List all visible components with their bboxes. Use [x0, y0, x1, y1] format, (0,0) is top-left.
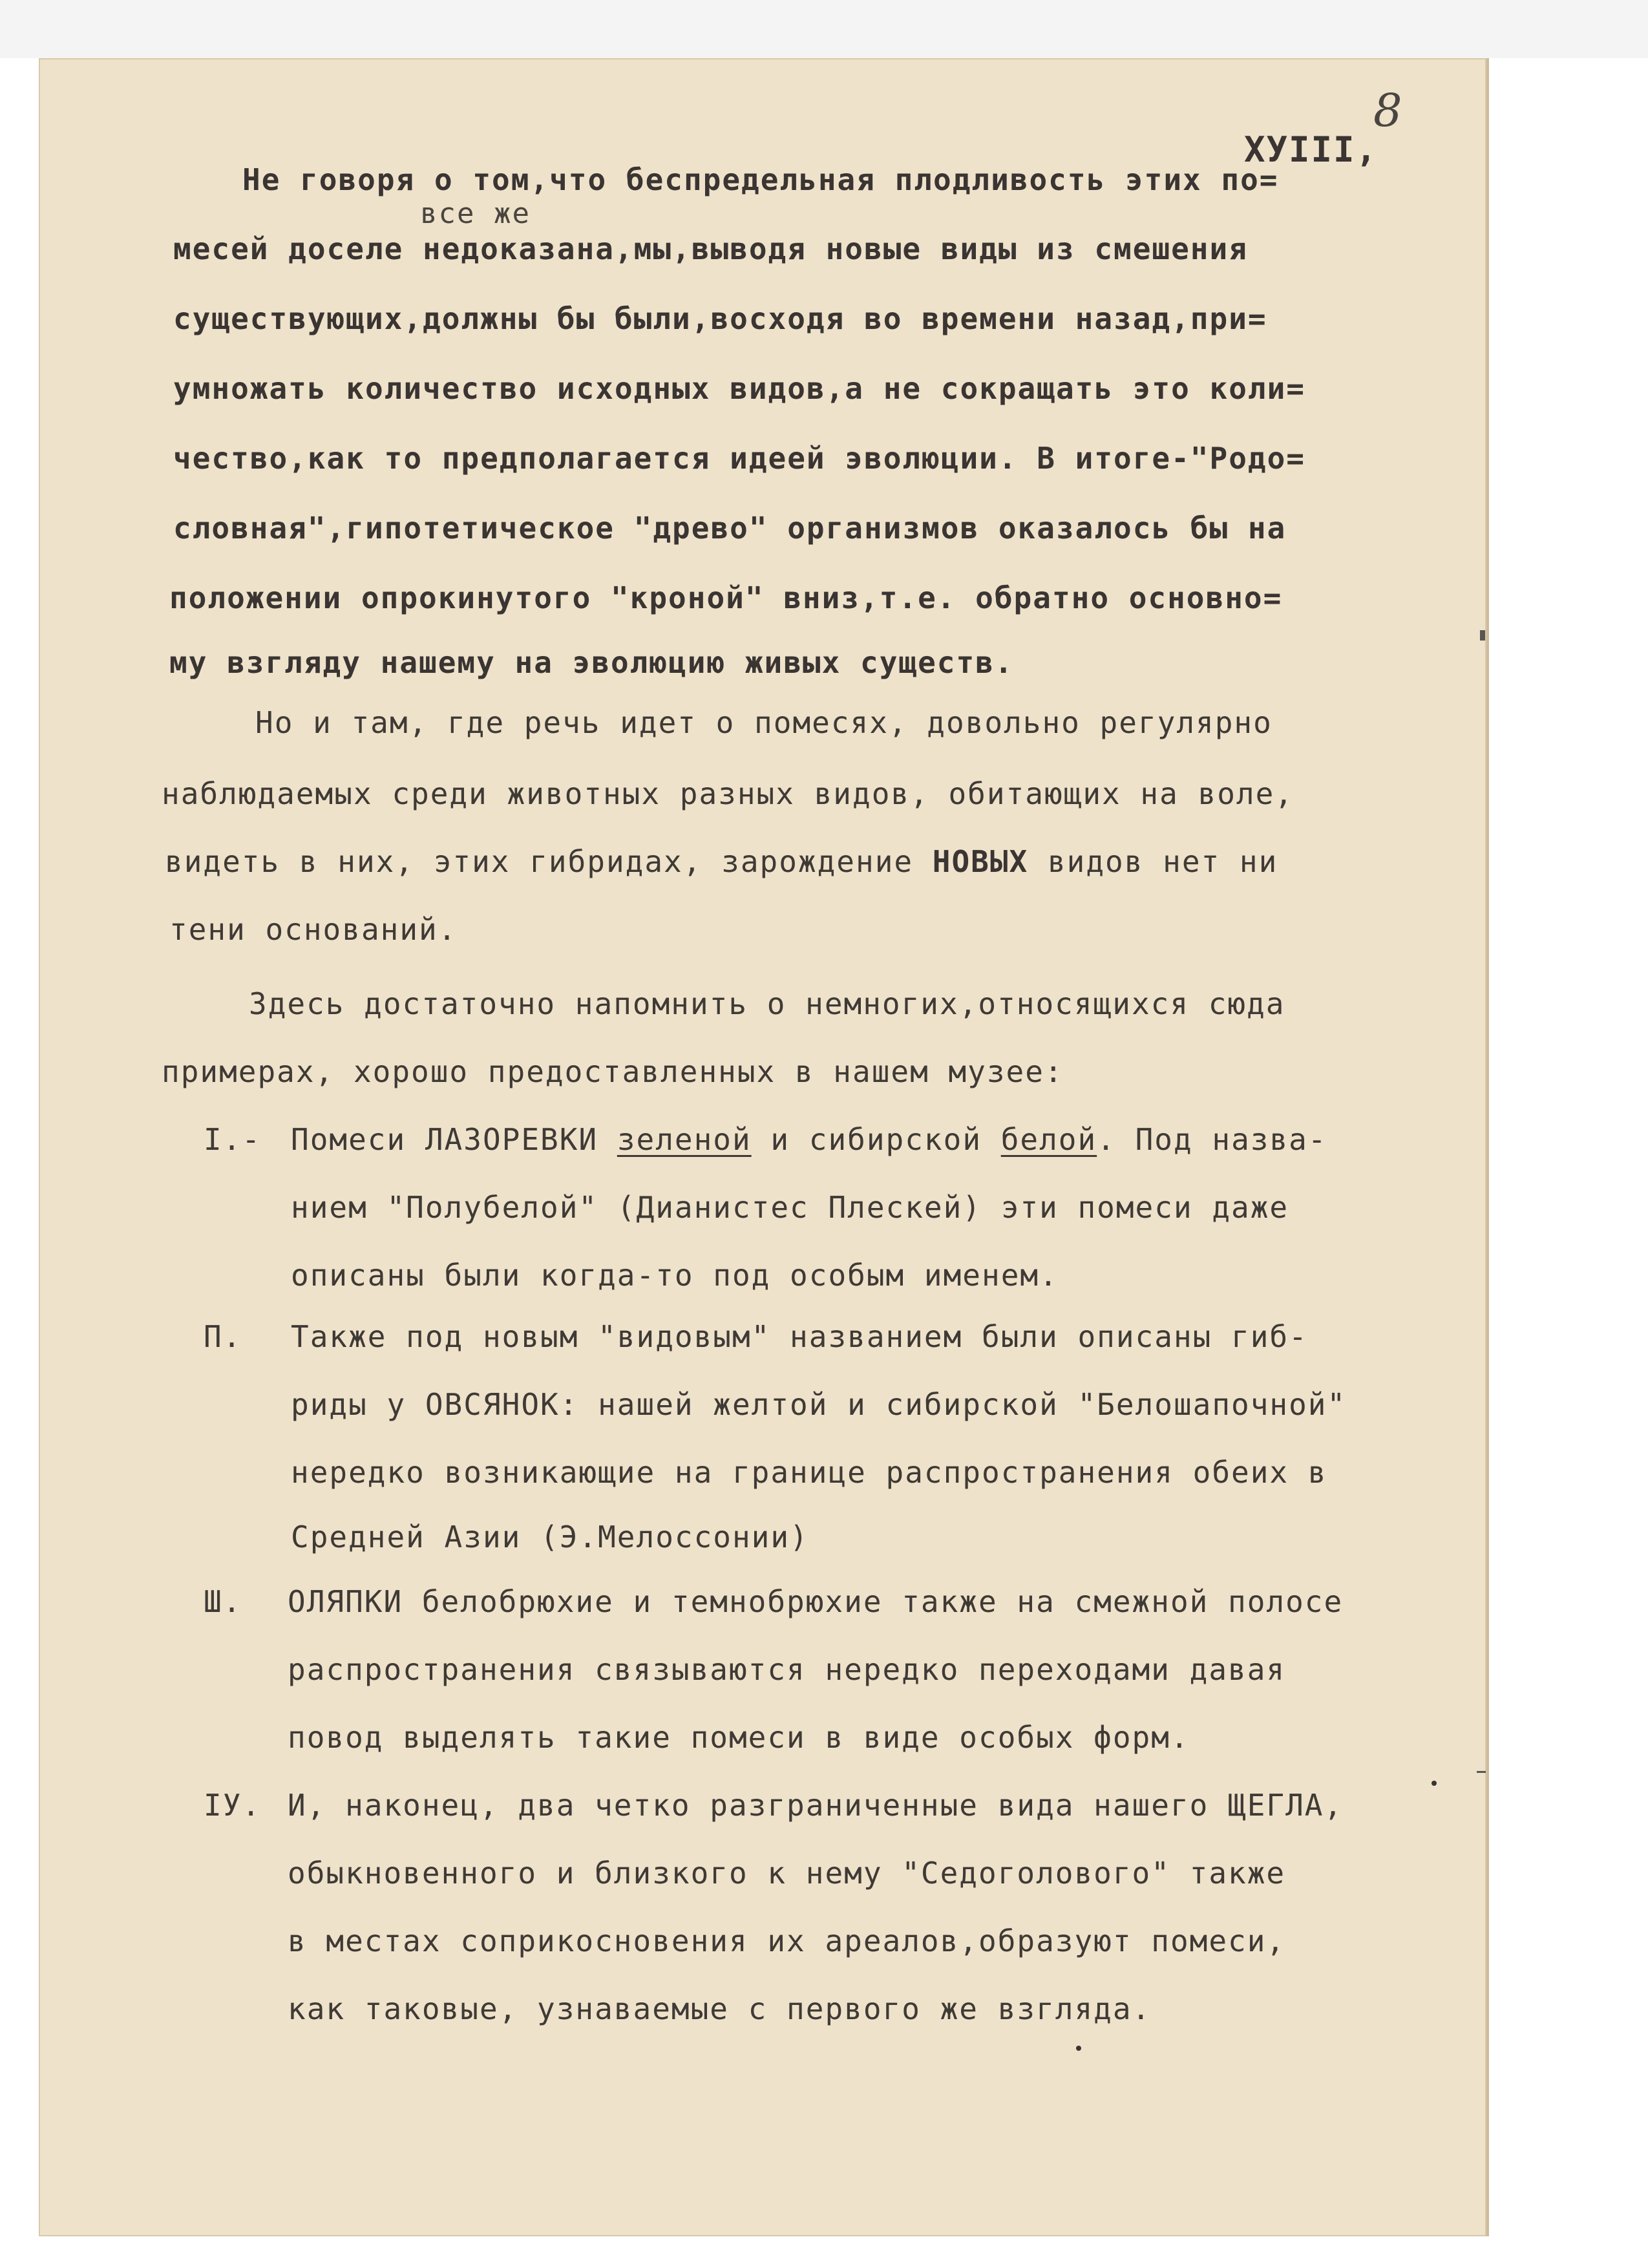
list-item-line: повод выделять такие помеси в виде особых форм. — [288, 1720, 1190, 1755]
text-line: тени оснований. — [169, 912, 458, 947]
stray-mark — [1431, 1781, 1437, 1786]
list-marker: I.- — [204, 1122, 262, 1157]
text-line: примерах, хорошо предоставленных в нашем музее: — [162, 1054, 1064, 1089]
text-line: наблюдаемых среди животных разных видов, обитающих на воле, — [162, 776, 1294, 811]
list-item-line: ОЛЯПКИ белобрюхие и темнобрюхие также на смежной полосе — [288, 1584, 1344, 1619]
text-line: словная",гипотетическое "древо" организмов оказалось бы на — [173, 511, 1287, 546]
list-item-line: нередко возникающие на границе распространения обеих в — [291, 1455, 1327, 1490]
page-number: ХУIII, — [1244, 129, 1379, 170]
text-line: Но и там, где речь идет о помесях, довольно регулярно — [255, 705, 1273, 740]
text-line: чество,как то предполагается идеей эволюции. В итоге-"Родо= — [173, 441, 1305, 476]
list-item-line: Средней Азии (Э.Мелоссонии) — [291, 1520, 809, 1554]
list-item-line: Также под новым "видовым" названием были описаны гиб- — [291, 1319, 1308, 1354]
emphasis-new: НОВЫХ — [932, 844, 1029, 879]
list-item-line: И, наконец, два четко разграниченные вида нашего ЩЕГЛА, — [288, 1788, 1344, 1823]
text-line: умножать количество исходных видов,а не сокращать это коли= — [173, 371, 1305, 406]
stray-mark — [1076, 2046, 1081, 2051]
handwritten-insert: все же — [420, 197, 531, 230]
text-line: месей доселе недоказана,мы,выводя новые виды из смешения — [173, 231, 1248, 266]
text-line: видеть в них, этих гибридах, зарождение НОВЫХ видов нет ни — [165, 844, 1278, 879]
underlined-green: зеленой — [617, 1122, 752, 1157]
text-line: положении опрокинутого "кроной" вниз,т.е. обратно основно= — [169, 580, 1283, 615]
list-item-line: обыкновенного и близкого к нему "Седоголового" также — [288, 1856, 1286, 1891]
list-item-line: в местах соприкосновения их ареалов,образуют помеси, — [288, 1924, 1286, 1958]
margin-tick — [1477, 1771, 1486, 1773]
list-marker: П. — [204, 1319, 242, 1354]
text-line: Здесь достаточно напомнить о немногих,относящихся сюда — [249, 986, 1285, 1021]
list-item-line: распространения связываются нередко переходами давая — [288, 1652, 1286, 1687]
list-item-line: как таковые, узнаваемые с первого же взгляда. — [288, 1991, 1152, 2026]
handwritten-page-number: 8 — [1373, 84, 1404, 137]
list-item-line: нием "Полубелой" (Дианистес Плескей) эти помеси даже — [291, 1190, 1289, 1225]
text-line: Не говоря о том,что беспредельная плодливость этих по= — [242, 162, 1279, 197]
list-item-line: риды у ОВСЯНОК: нашей желтой и сибирской "Белошапочной" — [291, 1387, 1347, 1422]
text-line: существующих,должны бы были,восходя во времени назад,при= — [173, 301, 1267, 336]
list-item-line: Помеси ЛАЗОРЕВКИ зеленой и сибирской белой. Под назва- — [291, 1122, 1327, 1157]
list-marker: Ш. — [204, 1584, 242, 1619]
list-marker: IУ. — [204, 1788, 262, 1823]
list-item-line: описаны были когда-то под особым именем. — [291, 1258, 1059, 1293]
text-line: му взгляду нашему на эволюцию живых существ. — [169, 645, 1014, 680]
underlined-white: белой — [1000, 1122, 1097, 1157]
margin-tick — [1480, 630, 1485, 641]
